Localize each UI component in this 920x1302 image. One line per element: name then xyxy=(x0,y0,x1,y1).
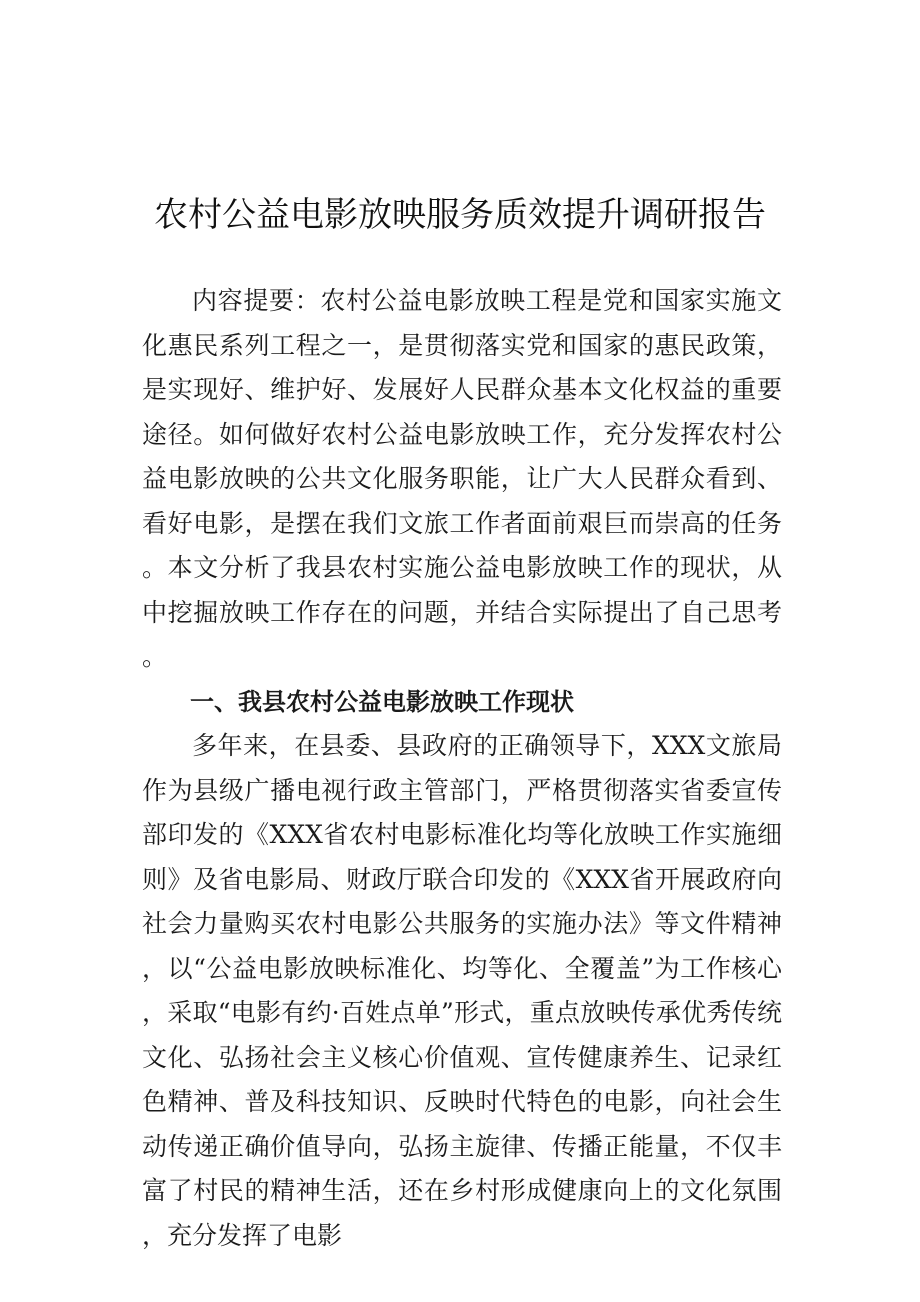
document-body xyxy=(142,279,782,1258)
section-paragraph: 多年来，在县委、县政府的正确领导下，XXX文旅局作为县级广播电视行政主管部门，严格贯彻落实省委宣传部印发的《XXX省农村电影标准化均等化放映工作实施细则》及省电影局、财政厅联合印发的《XXX省开展政府向社会力量购买农村电影公共服务的实施办法》等文件精神，以“公益电影放映标准化、均等化、全覆盖”为工作核心，采取“电影有约·百姓点单”形式，重点放映传承优秀传统文化、弘扬社会主义核心价值观、宣传健康养生、记录红色精神、普及科技知识、反映时代特色的电影，向社会生动传递正确价值导向，弘扬主旋律、传播正能量，不仅丰富了村民的精神生活，还在乡村形成健康向上的文化氛围，充分发挥了电影 xyxy=(142,731,782,1250)
document-title: 农村公益电影放映服务质效提升调研报告 xyxy=(154,195,766,235)
abstract-paragraph: 内容提要：农村公益电影放映工程是党和国家实施文化惠民系列工程之一，是贯彻落实党和国家的惠民政策，是实现好、维护好、发展好人民群众基本文化权益的重要途径。如何做好农村公益电影放映工作，充分发挥农村公益电影放映的公共文化服务职能，让广大人民群众看到、看好电影，是摆在我们文旅工作者面前艰巨而崇高的任务。本文分析了我县农村实施公益电影放映工作的现状，从中挖掘放映工作存在的问题，并结合实际提出了自己思考。 xyxy=(142,286,782,671)
section-heading: 一、我县农村公益电影放映工作现状 xyxy=(190,687,574,716)
